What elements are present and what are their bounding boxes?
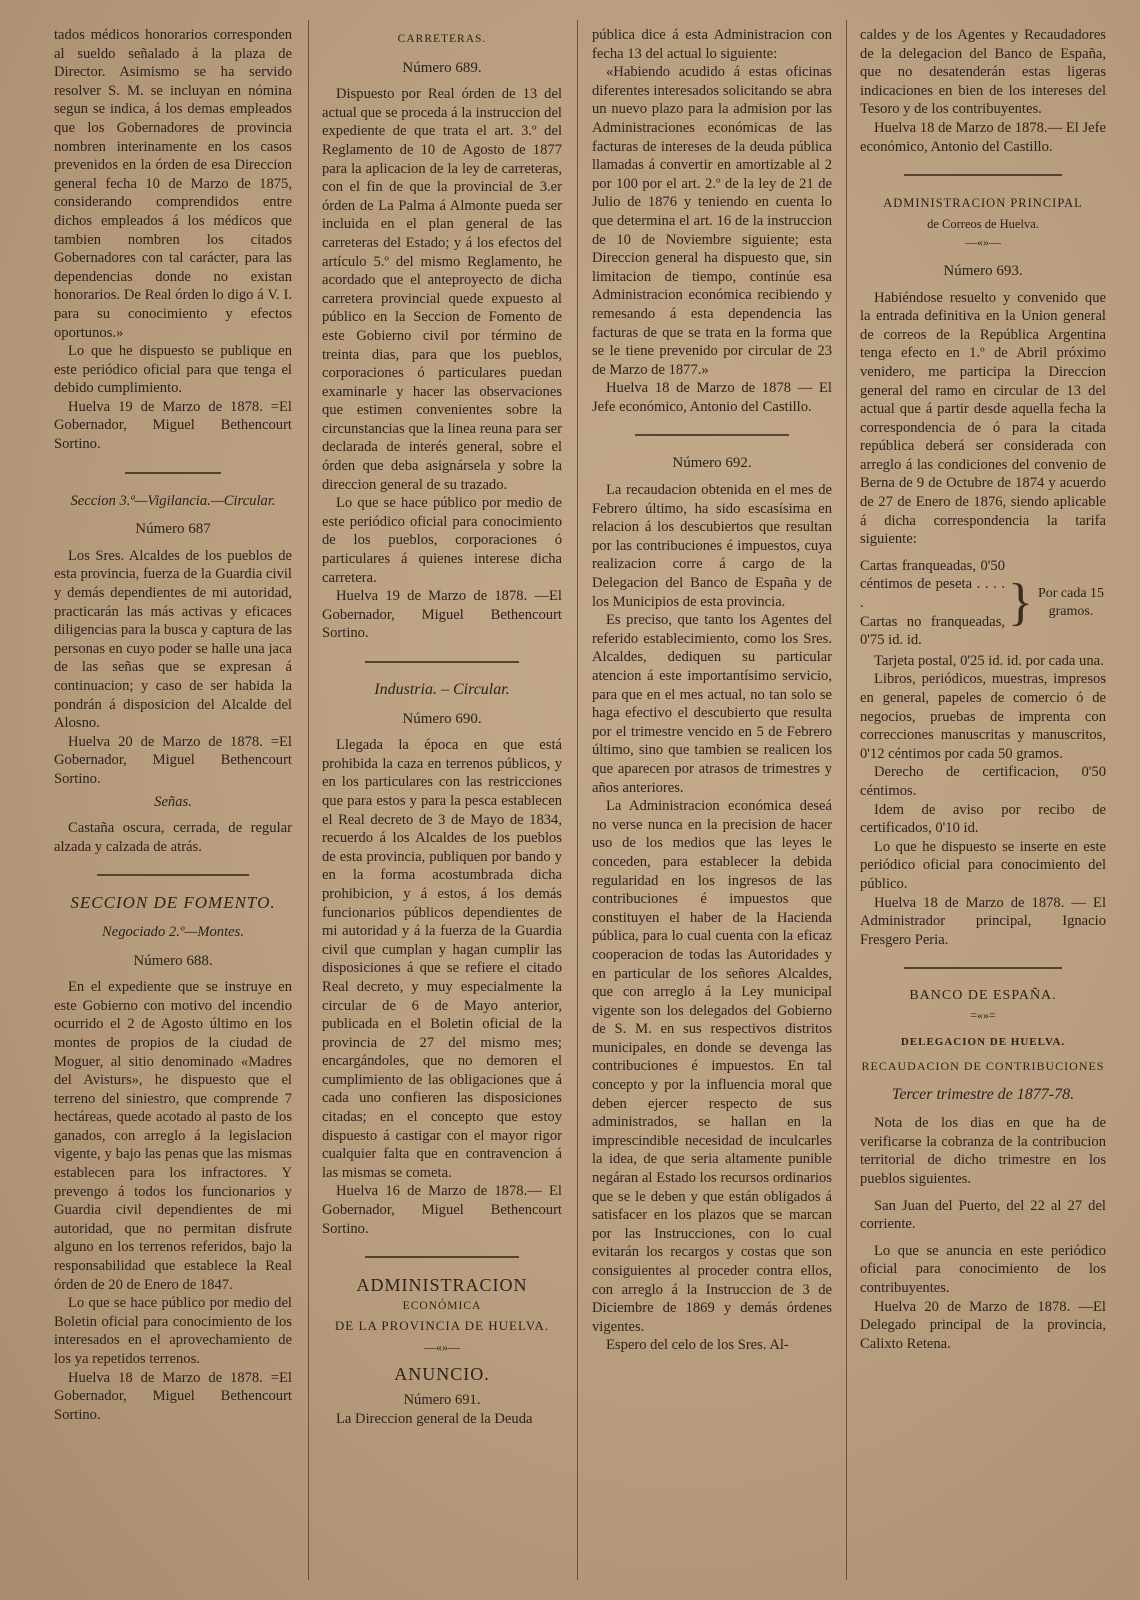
- signature: Huelva 20 de Marzo de 1878. —El Delegado principal de la provincia, Calixto Retena.: [860, 1298, 1106, 1352]
- notice-number: Número 690.: [402, 710, 482, 727]
- signature: Huelva 19 de Marzo de 1878. =El Gobernador, Miguel Bethencourt Sortino.: [54, 398, 292, 453]
- heading: DELEGACION DE HUELVA.: [900, 1035, 1066, 1048]
- paragraph: La recaudacion obtenida en el mes de Febrero último, ha sido escasísima en relacion á los descubiertos que resultan por las contribuciones é impuestos, cuya realizacion corre á cargo de la Delegacion del Banco de España y de los Municipios de esta provincia.: [592, 482, 832, 610]
- paragraph: Lo que se hace público por medio de este periódico oficial para conocimiento de los pueblos, corporaciones ó particulares á quienes interese dicha carretera.: [322, 495, 562, 586]
- signature: Huelva 18 de Marzo de 1878 — El Jefe económico, Antonio del Castillo.: [592, 380, 832, 415]
- signature: Huelva 20 de Marzo de 1878. =El Gobernador, Miguel Bethencourt Sortino.: [54, 733, 292, 787]
- paragraph: San Juan del Puerto, del 22 al 27 del corriente.: [860, 1197, 1106, 1233]
- column-rule: [846, 20, 847, 1580]
- tariff-table: [860, 557, 1106, 650]
- paragraph: Derecho de certificacion, 0'50 céntimos.: [860, 764, 1106, 799]
- paragraph: Idem de aviso por recibo de certificados, 0'10 id.: [860, 801, 1106, 837]
- paragraph: Lo que se anuncia en este periódico oficial para conocimiento de los contribuyentes.: [860, 1242, 1106, 1297]
- section-title: SECCION DE FOMENTO.: [70, 893, 276, 913]
- separator: [125, 472, 220, 474]
- paragraph: Nota de los dias en que ha de verificarse la cobranza de la contribucion territorial de dicho trimestre en los pueblos siguientes.: [860, 1115, 1106, 1188]
- column-4: [860, 26, 1106, 1582]
- column-1: [54, 26, 292, 1582]
- paragraph: Lo que he dispuesto se publique en este periódico oficial para que tenga el debido cumplimiento.: [54, 343, 292, 397]
- paragraph: caldes y de los Agentes y Recaudadores de la delegacion del Banco de España, que no desatenderán estas ligeras indicaciones en bien de los intereses del Tesoro y de los contribuyentes.: [860, 27, 1106, 118]
- column-rule: [308, 20, 309, 1580]
- subheading: de Correos de Huelva.: [927, 216, 1039, 231]
- separator: [365, 1256, 519, 1258]
- tariff-line: Cartas no franqueadas, 0'75 id. id.: [860, 613, 1006, 649]
- paragraph: En el expediente que se instruye en este Gobierno con motivo del incendio ocurrido el 2 de Agosto último en los montes de propios de la ciudad de Moguer, al sitio denominado «Madres del Avisturs», he dispuesto que el terreno del siniestro, que comprende 7 hectáreas, quede acotado al pasto de los ganados, con arreglo á la legislacion vigente, y bajo las penas que las mismas establecen para los infractores. Y prevengo á todos los funcionarios y Guardia civil dependientes de mi autoridad, que no permitan disfrute alguno en los terrenos referidos, bajo la responsabilidad que establece la Real órden de 20 de Enero de 1847.: [54, 979, 292, 1293]
- section-heading: Seccion 3.ª—Vigilancia.—Circular.: [70, 492, 276, 509]
- subheading: Tercer trimestre de 1877-78.: [891, 1085, 1075, 1103]
- subheading: Negociado 2.º—Montes.: [102, 923, 244, 940]
- paragraph: Es preciso, que tanto los Agentes del referido establecimiento, como los Sres. Alcaldes, dediquen su particular atencion á este importantísimo servicio, para que en el mes actual, no tan solo se haga efectivo el descubierto que resulta por el trimestre vencido en 5 de Febrero último, sino que tambien se realicen los que aparecen por atrasos de trimestres y años anteriores.: [592, 612, 832, 796]
- separator: [365, 661, 519, 663]
- column-2: [322, 26, 562, 1582]
- paragraph: Llegada la época en que está prohibida la caza en terrenos públicos, y en los particulares con las restricciones que para estos y para la pesca establecen el Real decreto de 3 de Mayo de 1834, recuerdo á los Alcaldes de los pueblos de esta provincia, publiquen por bando y en la forma acostumbrada dicha prohibicion, y á estos, á los demás funcionarios públicos dependientes de mi autoridad y á la fuerza de la Guardia civil que cumplan y hagan cumplir las disposiciones á que se refiere el citado Real decreto, y muy especialmente la circular de 6 de Mayo anterior, publicada en el Boletin oficial de la provincia de 27 del mismo mes; encargándoles, que no demoren el cumplimiento de las obligaciones que á cada uno confieren las disposiciones citadas; en el concepto que estoy dispuesto á castigar con el mayor rigor cualquier falta que en contravencion á las mismas se cometa.: [322, 737, 562, 1181]
- column-3: [592, 26, 832, 1582]
- tariff-unit: Por cada 15 gramos.: [1037, 585, 1105, 620]
- notice-number: Número 691.: [403, 1392, 481, 1409]
- paragraph: Espero del celo de los Sres. Al-: [606, 1337, 789, 1354]
- signature: Huelva 19 de Marzo de 1878. —El Gobernador, Miguel Bethencourt Sortino.: [322, 588, 562, 642]
- paragraph: Tarjeta postal, 0'25 id. id. por cada una.: [874, 652, 1104, 669]
- notice-number: Número 693.: [943, 262, 1023, 279]
- heading: ADMINISTRACION: [356, 1275, 528, 1296]
- heading: CARRETERAS.: [397, 33, 487, 45]
- paragraph: Lo que he dispuesto se inserte en este periódico oficial para conocimiento del público.: [860, 838, 1106, 892]
- ornament: —«»—: [424, 1340, 460, 1354]
- paragraph: pública dice á esta Administracion con fecha 13 del actual lo siguiente:: [592, 27, 832, 62]
- paragraph: Castaña oscura, cerrada, de regular alzada y calzada de atrás.: [54, 820, 292, 855]
- heading: RECAUDACION DE CONTRIBUCIONES: [861, 1059, 1105, 1074]
- paragraph: Los Sres. Alcaldes de los pueblos de esta provincia, fuerza de la Guardia civil y demás dependientes de mi autoridad, practicarán las más activas y eficaces diligencias para la busca y captura de las personas en cuyo poder se halle una jaca de las señas que se expresan á continuacion; y caso de ser habida la pondrán á disposicion del Alcalde del Alosno.: [54, 547, 292, 732]
- tariff-lines: [860, 557, 1005, 650]
- paragraph: Libros, periódicos, muestras, impresos en general, papeles de comercio ó de negocios, pruebas de imprenta con correcciones manuscritas y manuscritos, 0'12 céntimos por cada 50 gramos.: [860, 671, 1106, 762]
- heading: BANCO DE ESPAÑA.: [909, 988, 1057, 1004]
- heading: ANUNCIO.: [394, 1363, 490, 1384]
- signature: Huelva 16 de Marzo de 1878.— El Gobernador, Miguel Bethencourt Sortino.: [322, 1183, 562, 1237]
- heading: ECONÓMICA: [402, 1299, 482, 1312]
- ornament: —«»—: [965, 235, 1001, 250]
- paragraph: Habiéndose resuelto y convenido que la entrada definitiva en la Union general de correos de la República Argentina tenga efecto en 1.º de Abril próximo venidero, me participa la Direccion general del ramo en circular de 13 del actual que á partir desde aquella fecha la correspondencia de ó para la citada república deberá ser considerada con arreglo á las condiciones del convenio de Berna de 9 de Octubre de 1874 y acuerdo de 27 de Enero de 1876, siendo aplicable á dicha correspondencia la tarifa siguiente:: [860, 289, 1106, 548]
- notice-number: Número 687: [135, 521, 211, 538]
- subheading: Señas.: [154, 793, 192, 810]
- paragraph: La Direccion general de la Deuda: [336, 1410, 533, 1427]
- paragraph: Lo que se hace público por medio del Boletin oficial para conocimiento de los interesados en el aprovechamiento de los ya repetidos terrenos.: [54, 1295, 292, 1367]
- signature: Huelva 18 de Marzo de 1878.— El Jefe económico, Antonio del Castillo.: [860, 119, 1106, 155]
- brace-glyph: }: [1008, 574, 1033, 632]
- column-rule: [577, 20, 578, 1580]
- heading: DE LA PROVINCIA DE HUELVA.: [334, 1318, 550, 1334]
- separator: [904, 174, 1061, 176]
- separator: [635, 434, 789, 436]
- separator: [97, 874, 249, 876]
- notice-number: Número 688.: [133, 952, 213, 969]
- paragraph: La Administracion económica deseá no verse nunca en la precision de hacer uso de los medios que las leyes le conceden, para establecer la debida regularidad en los ingresos de las contribuciones é impuestos que constituyen el haber de la Hacienda pública, para lo cual cuenta con la eficaz cooperacion de todas las Autoridades y en particular de los señores Alcaldes, que con arreglo á la Ley municipal vigente son los delegados del Gobierno de S. M. en sus respectivos distritos municipales, en donde se devenga las contribuciones é impuestos. En tal concepto y por la influencia moral que deben ejercer respecto de sus administrados, se hallan en la imprescindible necesidad de inculcarles la idea, de que seria altamente punible negáran al Estado los recursos ordinarios que se le deben y que están obligados á satisfacer en los plazos que se marcan por las Instrucciones, con lo cual evitarán los recargos y costas que son consiguientes al proceder contra ellos, con arreglo á la Instruccion de 3 de Diciembre de 1869 y demás órdenes vigentes.: [592, 798, 832, 1335]
- paragraph: Dispuesto por Real órden de 13 del actual que se proceda á la instruccion del expediente de que trata el art. 3.º del Reglamento de 10 de Agosto de 1877 para la aplicacion de la ley de carreteras, con el fin de que la provincial de 3.er órden de La Palma á Almonte pueda ser incluida en el plan general de las carreteras del Estado; y á los efectos del artículo 5.º del mismo Reglamento, he acordado que el anteproyecto de dicha carretera provincial quede expuesto al público en la Seccion de Fomento de este Gobierno civil por término de treinta dias, para que los pueblos, corporaciones ó particulares puedan examinarle y hacer las observaciones que estimen convenientes sobre la circunstancias que la linea reuna para ser declarada de interés general, sobre el órden que deba asignársela y sobre la direccion general de su trazado.: [322, 86, 562, 493]
- notice-number: Número 692.: [672, 455, 752, 472]
- heading: ADMINISTRACION PRINCIPAL: [883, 196, 1083, 211]
- signature: Huelva 18 de Marzo de 1878. — El Administrador principal, Ignacio Fresgero Peria.: [860, 894, 1106, 948]
- signature: Huelva 18 de Marzo de 1878. =El Gobernador, Miguel Bethencourt Sortino.: [54, 1369, 292, 1423]
- section-heading: Industria. – Circular.: [374, 681, 510, 698]
- ornament: =«»=: [970, 1007, 996, 1022]
- notice-number: Número 689.: [402, 59, 482, 76]
- separator: [904, 967, 1061, 969]
- paragraph: «Habiendo acudido á estas oficinas diferentes interesados solicitando se abra un nuevo plazo para la admision por las Administraciones económicas de las facturas de intereses de la deuda pública llamadas á convertir en amortizable al 2 por 100 por el art. 2.º de la ley de 21 de Julio de 1876 y teniendo en cuenta lo que determina el art. 16 de la instruccion de 10 de Noviembre siguiente; esta Direccion general ha dispuesto que, sin limitacion de tiempo, continúe esa Administracion económica recibiendo y remesando á esta dependencia las facturas de que se trata en la forma que se le tiene prevenido por circular de 23 de Marzo de 1877.»: [592, 64, 832, 378]
- paragraph: tados médicos honorarios corresponden al sueldo señalado á la plaza de Director. Asimismo se ha servido resolver S. M. se incluyan en nómina segun se indica, á los demas empleados que los Gobernadores de provincia nombren interinamente en los casos prevenidos en la órden de esa Direccion general fecha 10 de Marzo de 1875, considerando comprendidos entre dichos empleados á los médicos que tambien nombren los citados Gobernadores con tal carácter, para las dependencias donde no existan honorarios. De Real órden lo digo á V. I. para su conocimiento y efectos oportunos.»: [54, 27, 292, 341]
- tariff-line: Cartas franqueadas, 0'50 céntimos de peseta . . . . .: [860, 557, 1006, 612]
